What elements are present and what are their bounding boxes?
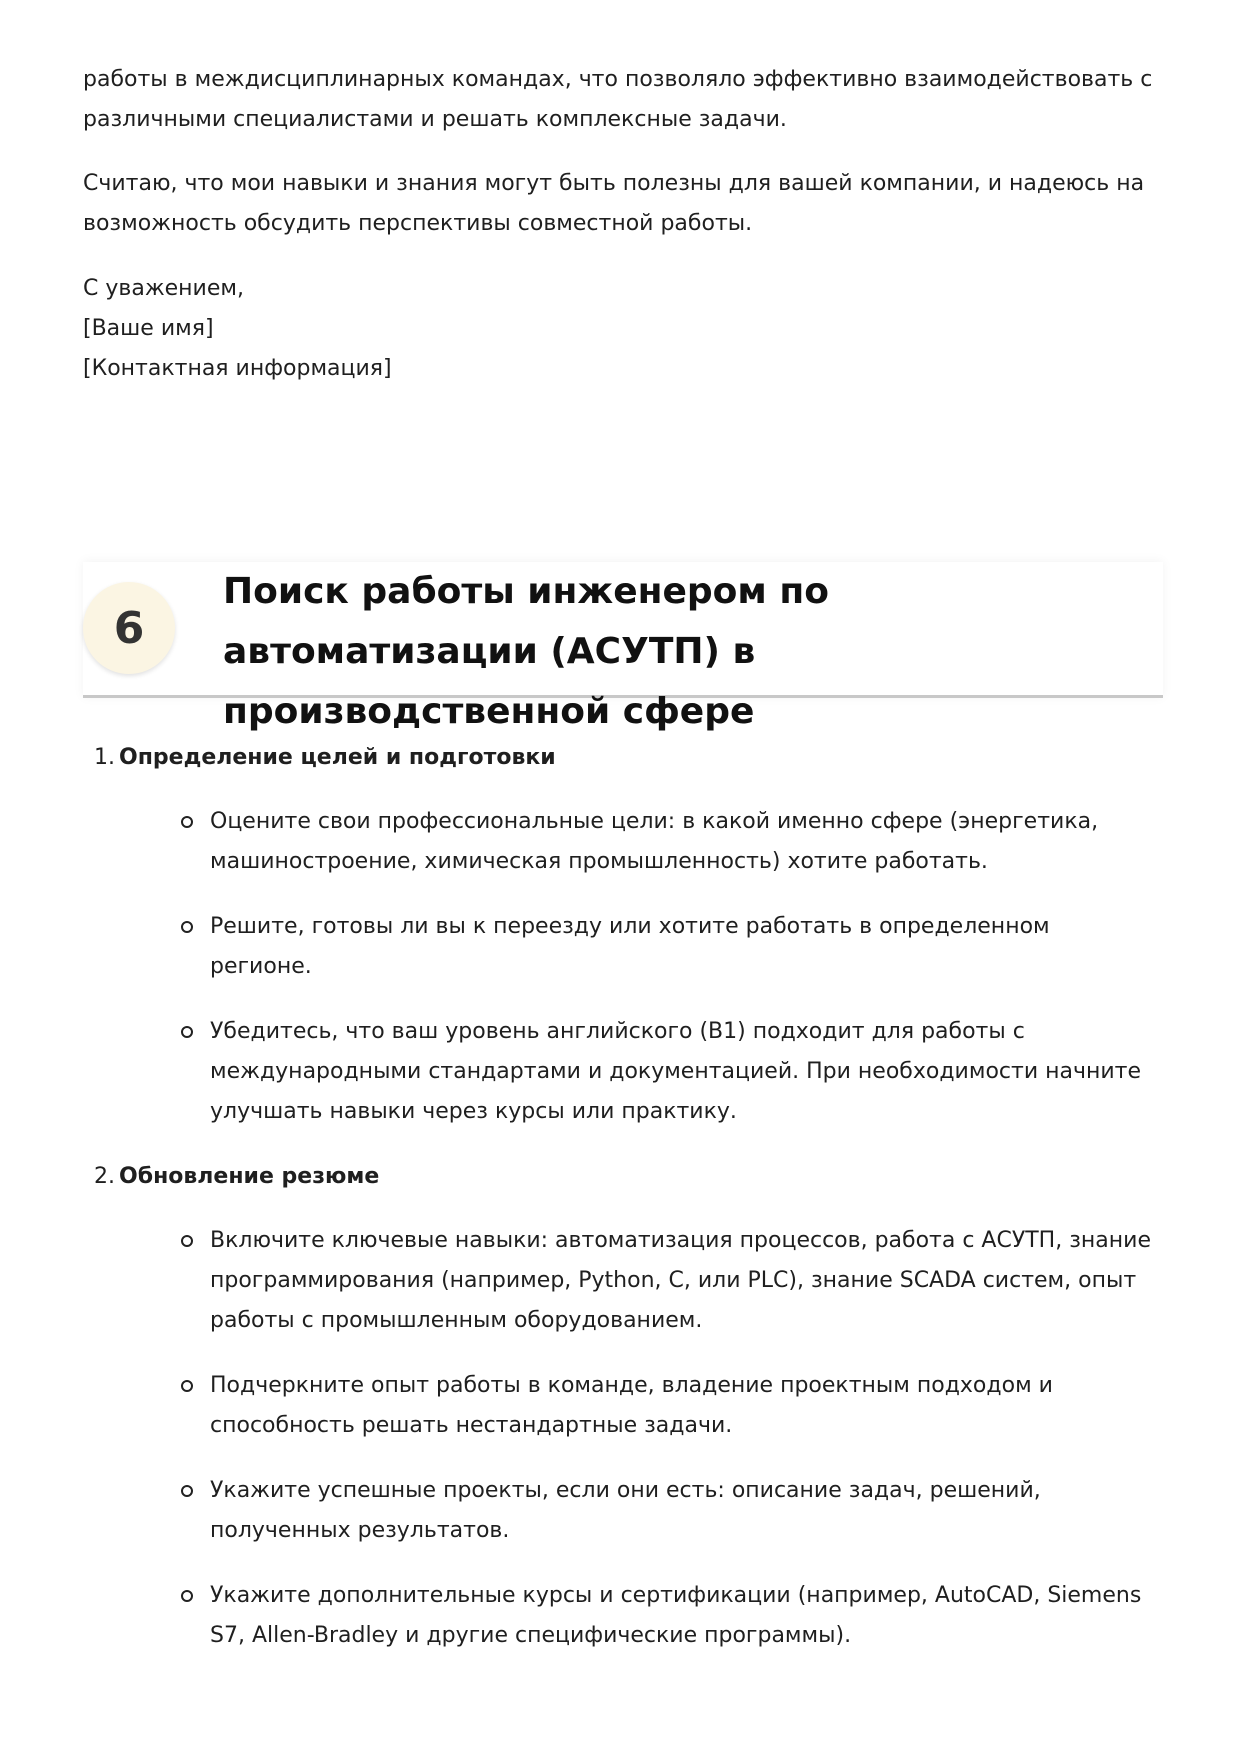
list-item bbox=[83, 907, 1163, 987]
steps-list bbox=[83, 738, 1163, 1681]
list-item bbox=[83, 1471, 1163, 1551]
hollow-circle-bullet-icon bbox=[181, 1235, 193, 1247]
hollow-circle-bullet-icon bbox=[181, 1380, 193, 1392]
section-number-badge: 6 bbox=[83, 582, 175, 674]
signoff-contact: [Контактная информация] bbox=[83, 356, 392, 381]
hollow-circle-bullet-icon bbox=[181, 921, 193, 933]
step-item bbox=[83, 1157, 1163, 1656]
step-heading bbox=[83, 1157, 1163, 1197]
hollow-circle-bullet-icon bbox=[181, 1590, 193, 1602]
signoff-name: [Ваше имя] bbox=[83, 316, 214, 341]
step-number: 1. bbox=[94, 745, 115, 770]
bullet-text: Решите, готовы ли вы к переезду или хотите работать в определенном регионе. bbox=[210, 914, 1050, 979]
bullet-text: Оцените свои профессиональные цели: в какой именно сфере (энергетика, машиностроение, химическая промышленность) хотите работать. bbox=[210, 809, 1099, 874]
step-number: 2. bbox=[94, 1164, 115, 1189]
list-item bbox=[83, 1366, 1163, 1446]
signoff bbox=[83, 269, 1163, 389]
bullet-text: Убедитесь, что ваш уровень английского (B1) подходит для работы с международными стандартами и документацией. При необходимости начните улучшать навыки через курсы или практику. bbox=[210, 1019, 1142, 1124]
list-item bbox=[83, 1576, 1163, 1656]
bullet-list bbox=[83, 1221, 1163, 1656]
bullet-text: Укажите успешные проекты, если они есть: описание задач, решений, полученных результатов. bbox=[210, 1478, 1041, 1543]
intro-paragraph: работы в междисциплинарных командах, что позволяло эффективно взаимодействовать с различными специалистами и решать комплексные задачи. bbox=[83, 67, 1153, 132]
list-item bbox=[83, 1221, 1163, 1341]
bullet-text: Подчеркните опыт работы в команде, владение проектным подходом и способность решать нестандартные задачи. bbox=[210, 1373, 1053, 1438]
section-title: Поиск работы инженером по автоматизации (АСУТП) в производственной сфере bbox=[223, 571, 829, 732]
step-heading bbox=[83, 738, 1163, 778]
bullet-list bbox=[83, 802, 1163, 1132]
bullet-text: Включите ключевые навыки: автоматизация процессов, работа с АСУТП, знание программирования (например, Python, C, или PLC), знание SCADA систем, опыт работы с промышленным оборудованием. bbox=[210, 1228, 1151, 1333]
hollow-circle-bullet-icon bbox=[181, 1485, 193, 1497]
hollow-circle-bullet-icon bbox=[181, 816, 193, 828]
section-header bbox=[83, 562, 1163, 732]
step-title: Определение целей и подготовки bbox=[119, 745, 556, 770]
list-item bbox=[83, 802, 1163, 882]
signoff-closing: С уважением, bbox=[83, 276, 244, 301]
bullet-text: Укажите дополнительные курсы и сертификации (например, AutoCAD, Siemens S7, Allen-Bradley и другие специфические программы). bbox=[210, 1583, 1142, 1648]
step-title: Обновление резюме bbox=[119, 1164, 380, 1189]
intro-paragraph: Считаю, что мои навыки и знания могут быть полезны для вашей компании, и надеюсь на возможность обсудить перспективы совместной работы. bbox=[83, 171, 1145, 236]
step-item bbox=[83, 738, 1163, 1132]
hollow-circle-bullet-icon bbox=[181, 1026, 193, 1038]
list-item bbox=[83, 1012, 1163, 1132]
